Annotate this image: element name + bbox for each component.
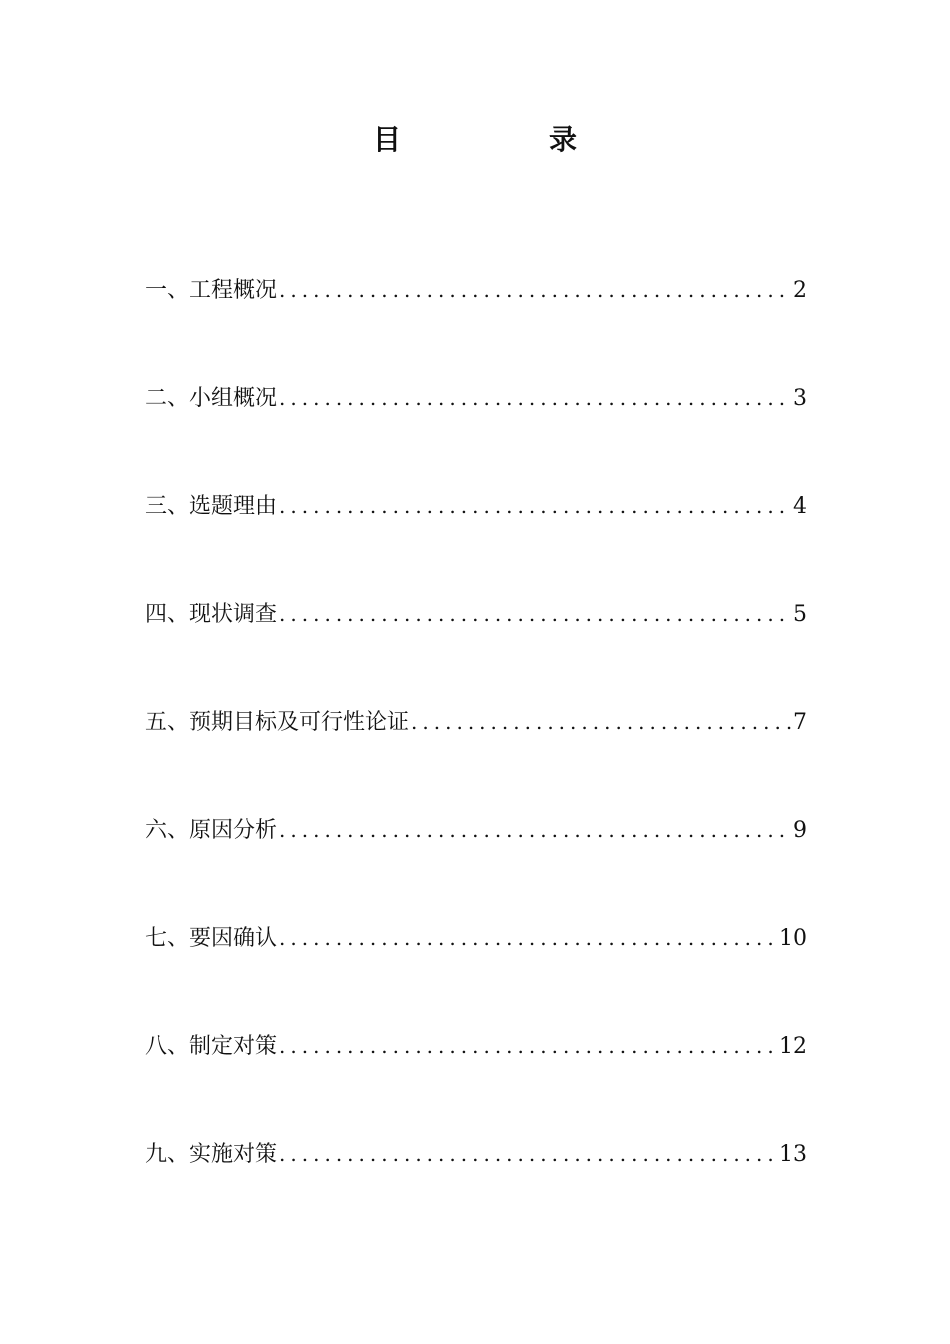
toc-entry-page: 12 — [779, 1034, 807, 1059]
toc-entry[interactable] — [145, 810, 807, 918]
toc-entry-page: 9 — [793, 818, 807, 843]
toc-entry-label: 原因分析 — [189, 818, 278, 843]
toc-entry-page: 4 — [793, 494, 807, 519]
toc-entry[interactable] — [145, 378, 807, 486]
toc-leader-dots — [279, 594, 791, 634]
toc-entry-number: 五、 — [145, 710, 190, 735]
toc-entry-page: 5 — [793, 602, 807, 627]
toc-entry-page: 2 — [793, 278, 807, 303]
toc-entry-label: 工程概况 — [189, 278, 278, 303]
toc-entry-number: 七、 — [145, 926, 190, 951]
toc-entry-label: 预期目标及可行性论证 — [189, 710, 410, 735]
toc-entry[interactable] — [145, 1026, 807, 1134]
toc-entry-label: 实施对策 — [189, 1142, 278, 1167]
toc-entry[interactable] — [145, 702, 807, 810]
toc-entry-number: 八、 — [145, 1034, 190, 1059]
toc-entry-number: 一、 — [145, 278, 190, 303]
toc-entry[interactable] — [145, 594, 807, 702]
toc-leader-dots — [279, 918, 777, 958]
toc-entry-label: 选题理由 — [189, 494, 278, 519]
toc-entry[interactable] — [145, 486, 807, 594]
toc-title: 目 录 — [372, 123, 637, 156]
toc-entry-page: 13 — [779, 1142, 807, 1167]
toc-entry-label: 现状调查 — [189, 602, 278, 627]
toc-entry[interactable] — [145, 1134, 807, 1242]
toc-leader-dots — [279, 486, 791, 526]
toc-entry[interactable] — [145, 918, 807, 1026]
toc-leader-dots — [411, 702, 791, 742]
toc-leader-dots — [279, 1134, 777, 1174]
toc-leader-dots — [279, 378, 791, 418]
toc-entry-number: 九、 — [145, 1142, 190, 1167]
toc-entry-number: 三、 — [145, 494, 190, 519]
toc-entry-number: 二、 — [145, 386, 190, 411]
toc-entry-number: 六、 — [145, 818, 190, 843]
toc-entry-page: 10 — [779, 926, 807, 951]
toc-entry-label: 要因确认 — [189, 926, 278, 951]
toc-leader-dots — [279, 270, 791, 310]
toc-entry-page: 7 — [793, 710, 807, 735]
toc-entry-label: 制定对策 — [189, 1034, 278, 1059]
toc-entry-number: 四、 — [145, 602, 190, 627]
toc-leader-dots — [279, 810, 791, 850]
toc-entry-label: 小组概况 — [189, 386, 278, 411]
toc-leader-dots — [279, 1026, 777, 1066]
toc-entry-page: 3 — [793, 386, 807, 411]
toc-entry[interactable] — [145, 270, 807, 378]
toc-list — [145, 270, 807, 1242]
